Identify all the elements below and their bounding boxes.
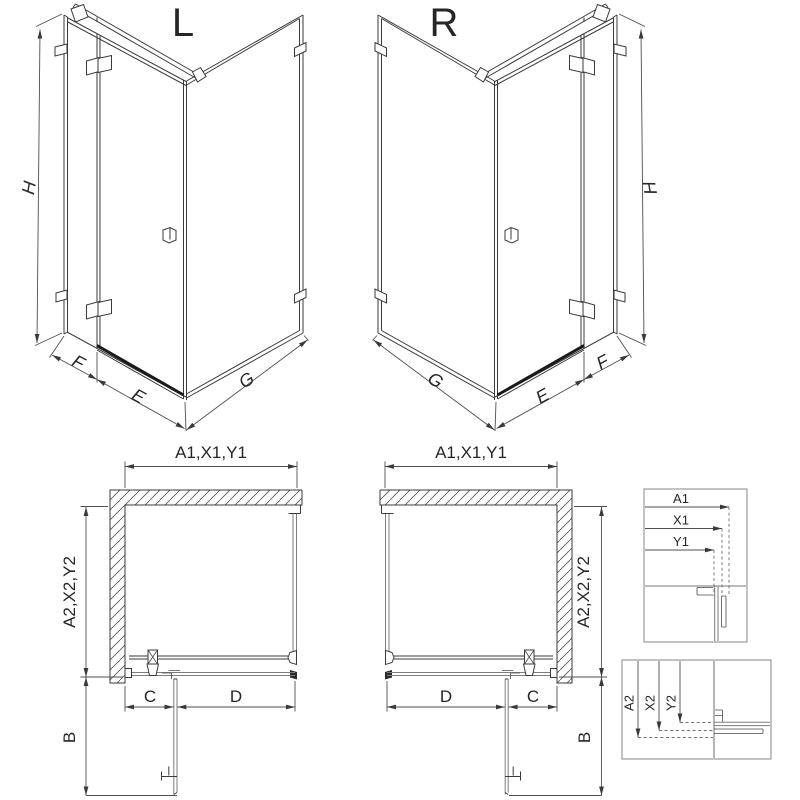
corner-profile-section: [645, 586, 746, 641]
dim-label-width: A1,X1,Y1: [175, 443, 247, 462]
wall-bracket-top: [55, 44, 67, 56]
detail-label-y2: Y2: [663, 695, 679, 711]
dim-label-g: G: [235, 367, 258, 393]
iso-view-left: [18, 1, 308, 431]
walls: [380, 490, 572, 683]
wall-hatch-left: [110, 505, 125, 683]
dim-label-h: H: [18, 179, 40, 196]
open-door-plan: [505, 679, 521, 795]
wall-hatch-top: [380, 490, 572, 505]
door-pivot-plan: [502, 671, 520, 680]
detail-box-depth: [622, 660, 772, 759]
open-door-plan: [162, 679, 178, 795]
plan-view-left: [60, 443, 302, 796]
dimension-width: [125, 443, 297, 488]
dim-label-b: B: [575, 731, 594, 744]
detail-label-y1: Y1: [673, 534, 689, 549]
dimension-b: [509, 677, 602, 796]
side-panel: [187, 15, 307, 398]
dim-label-f: F: [592, 350, 613, 374]
detail-box-border: [644, 489, 747, 642]
corner-profile-section: [714, 710, 770, 734]
hinge-clamp-plan: [147, 650, 159, 676]
door-handle: [505, 228, 518, 244]
dim-label-b: B: [60, 731, 79, 744]
dim-label-c: C: [526, 687, 540, 706]
view-label-left: L: [171, 1, 195, 45]
left-wall-profile: [55, 15, 68, 334]
hinges-left: [87, 56, 112, 320]
detail-label-x2: X2: [642, 695, 658, 711]
wall-hatch-right: [557, 505, 572, 683]
door-handle-plan: [162, 767, 178, 781]
glass-plan: [125, 506, 301, 795]
view-label-right: R: [429, 1, 459, 45]
side-bracket-bottom: [295, 289, 307, 303]
dim-label-g: G: [424, 367, 447, 393]
dim-label-depth: A2,X2,Y2: [574, 556, 593, 628]
dimension-width: [385, 443, 557, 488]
dim-label-f: F: [68, 350, 89, 374]
front-panels: [495, 18, 615, 401]
wall-hatch-top: [110, 490, 302, 505]
plan-view-right: [380, 443, 607, 796]
glass-plan: [382, 506, 558, 795]
iso-view-right: [373, 1, 661, 431]
door-handle: [163, 228, 176, 244]
side-bracket-top: [295, 43, 307, 57]
walls: [110, 490, 302, 683]
dim-label-d: D: [229, 687, 243, 706]
detail-box-width: [644, 489, 747, 642]
dimension-c-d: [387, 681, 557, 712]
dim-label-e: E: [128, 384, 149, 408]
dim-label-d: D: [439, 687, 453, 706]
dimension-height: [18, 14, 62, 346]
dimension-c-d: [125, 681, 295, 712]
door-pivot-plan: [162, 671, 180, 680]
detail-label-a1: A1: [673, 491, 689, 506]
dimension-f-e-g: [373, 336, 632, 432]
detail-label-x1: X1: [673, 512, 689, 528]
door-handle-plan: [505, 767, 521, 781]
dimension-f-e-g: [50, 336, 309, 432]
wall-profile-plan: [551, 669, 558, 678]
dim-label-width: A1,X1,Y1: [435, 443, 507, 462]
hinges-right: [570, 56, 595, 320]
detail-label-a2: A2: [621, 695, 637, 711]
dimension-b: [60, 677, 177, 796]
dim-label-h: H: [639, 180, 661, 197]
hinge-clamp-plan: [524, 650, 536, 676]
wall-bracket-bottom: [56, 290, 67, 302]
side-panel: [375, 15, 495, 398]
right-wall-profile: [614, 15, 627, 334]
wall-profile-plan: [125, 669, 132, 678]
dim-label-e: E: [532, 384, 553, 408]
front-panels: [67, 18, 187, 401]
dim-label-c: C: [143, 687, 157, 706]
dim-label-depth: A2,X2,Y2: [60, 556, 79, 628]
